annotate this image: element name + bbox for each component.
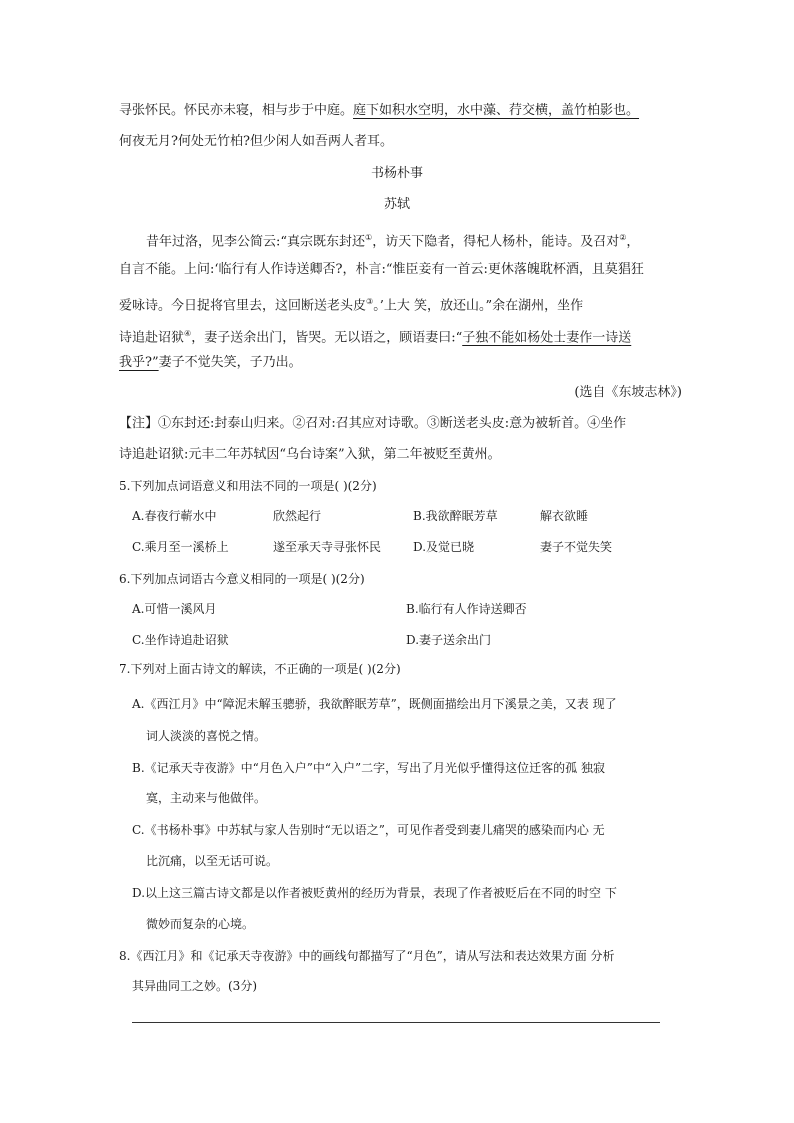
q5-option-b-1: B.我欲醉眠芳草 bbox=[413, 509, 498, 523]
story-line-1 bbox=[146, 228, 639, 252]
q5-option-a-2: 欣然起行 bbox=[273, 509, 322, 523]
story-title: 书杨朴事 bbox=[370, 166, 423, 181]
story-text: 爱咏诗。今日捉将官里去，这回断送老头皮 bbox=[119, 298, 367, 314]
passage-line-2: 何夜无月?何处无竹柏?但少闲人如吾两人者耳。 bbox=[119, 134, 393, 149]
question-7-stem: 7.下列对上面古诗文的解读，不正确的一项是( )(2分) bbox=[119, 662, 401, 676]
story-text: 妻子不觉失笑，子乃出。 bbox=[158, 355, 302, 370]
story-line-3 bbox=[119, 292, 583, 316]
q5-option-d-2: 妻子不觉失笑 bbox=[540, 540, 613, 554]
q5-option-d-1: D.及觉已晓 bbox=[413, 540, 475, 554]
q5-option-a-1: A.春夜行蕲水中 bbox=[132, 509, 217, 523]
footnote-mark: ④ bbox=[184, 329, 192, 338]
footnote-mark: ① bbox=[365, 233, 373, 242]
passage-text: 寻张怀民。怀民亦未寝，相与步于中庭。 bbox=[119, 103, 354, 118]
q7-option-a-2: 词人淡淡的喜悦之情。 bbox=[146, 729, 267, 743]
q7-option-c-1: C.《书杨朴事》中苏轼与家人告别时“无以语之”，可见作者受到妻儿痛哭的感染而内心 无 bbox=[132, 823, 605, 837]
question-6-stem: 6.下列加点词语古今意义相同的一项是( )(2分) bbox=[119, 572, 365, 586]
q6-option-d: D.妻子送余出门 bbox=[406, 633, 492, 647]
story-source: (选自《东坡志林》) bbox=[574, 385, 682, 400]
q7-option-d-2: 微妙而复杂的心境。 bbox=[146, 917, 255, 931]
question-8-line-2: 其异曲同工之妙。(3分) bbox=[132, 979, 257, 993]
q7-option-a-1: A.《西江月》中“障泥未解玉骢骄，我欲醉眠芳草”，既侧面描绘出月下溪景之美，又表 现了 bbox=[132, 697, 617, 711]
q5-option-b-2: 解衣欲睡 bbox=[540, 509, 589, 523]
q7-option-b-2: 寞，主动来与他做伴。 bbox=[146, 791, 267, 805]
story-line-5 bbox=[119, 353, 302, 373]
footnote-mark: ② bbox=[619, 233, 627, 242]
q5-option-c-1: C.乘月至一溪桥上 bbox=[132, 540, 229, 554]
q6-option-b: B.临行有人作诗送卿否 bbox=[406, 602, 527, 616]
story-author: 苏轼 bbox=[383, 197, 410, 212]
story-text: ， bbox=[626, 234, 640, 250]
question-5-stem: 5.下列加点词语意义和用法不同的一项是( )(2分) bbox=[119, 479, 377, 493]
notes-line-1: 【注】①东封还:封泰山归来。②召对:召其应对诗歌。③断送老头皮:意为被斩首。④坐作 bbox=[119, 416, 627, 431]
underlined-moon-sentence: 庭下如积水空明，水中藻、荇交横，盖竹柏影也。 bbox=[353, 103, 640, 118]
q5-option-c-2: 遂至承天寺寻张怀民 bbox=[273, 540, 382, 554]
footnote-mark: ③ bbox=[366, 297, 374, 306]
story-text: ，访天下隐者，得杞人杨朴，能诗。及召对 bbox=[372, 234, 620, 250]
underlined-sentence: 我乎?” bbox=[119, 355, 159, 370]
story-text: 诗追赴诏狱 bbox=[119, 330, 185, 346]
story-text: 。’上大 笑，放还山。”余在湖州，坐作 bbox=[373, 298, 584, 314]
passage-line-1 bbox=[119, 101, 639, 121]
q6-option-a: A.可惜一溪风月 bbox=[132, 602, 217, 616]
q7-option-b-1: B.《记承天寺夜游》中“月色入户”中“入户”二字，写出了月光似乎懂得这位迁客的孤 独寂 bbox=[132, 761, 605, 775]
underlined-sentence: 子独不能如杨处士妻作一诗送 bbox=[462, 330, 632, 346]
story-text: ，妻子送余出门，皆哭。无以语之，顾语妻曰:“ bbox=[191, 330, 463, 346]
q6-option-c: C.坐作诗追赴诏狱 bbox=[132, 633, 229, 647]
story-line-2: 自言不能。上问:‘临行有人作诗送卿否?，朴言:“惟臣妾有一首云:更休落魄耽杯酒，且莫猖狂 bbox=[119, 262, 644, 277]
story-text: 昔年过洛，见李公简云:“真宗既东封还 bbox=[146, 234, 366, 250]
question-8-line-1: 8.《西江月》和《记承天寺夜游》中的画线句都描写了“月色”，请从写法和表达效果方面 分析 bbox=[119, 949, 615, 963]
answer-line[interactable] bbox=[132, 1022, 660, 1023]
notes-line-2: 诗追赴诏狱:元丰二年苏轼因“乌台诗案”入狱，第二年被贬至黄州。 bbox=[119, 447, 501, 462]
story-line-4 bbox=[119, 324, 631, 348]
q7-option-d-1: D.以上这三篇古诗文都是以作者被贬黄州的经历为背景，表现了作者被贬后在不同的时空 下 bbox=[132, 886, 617, 900]
q7-option-c-2: 比沉痛，以至无话可说。 bbox=[146, 854, 279, 868]
